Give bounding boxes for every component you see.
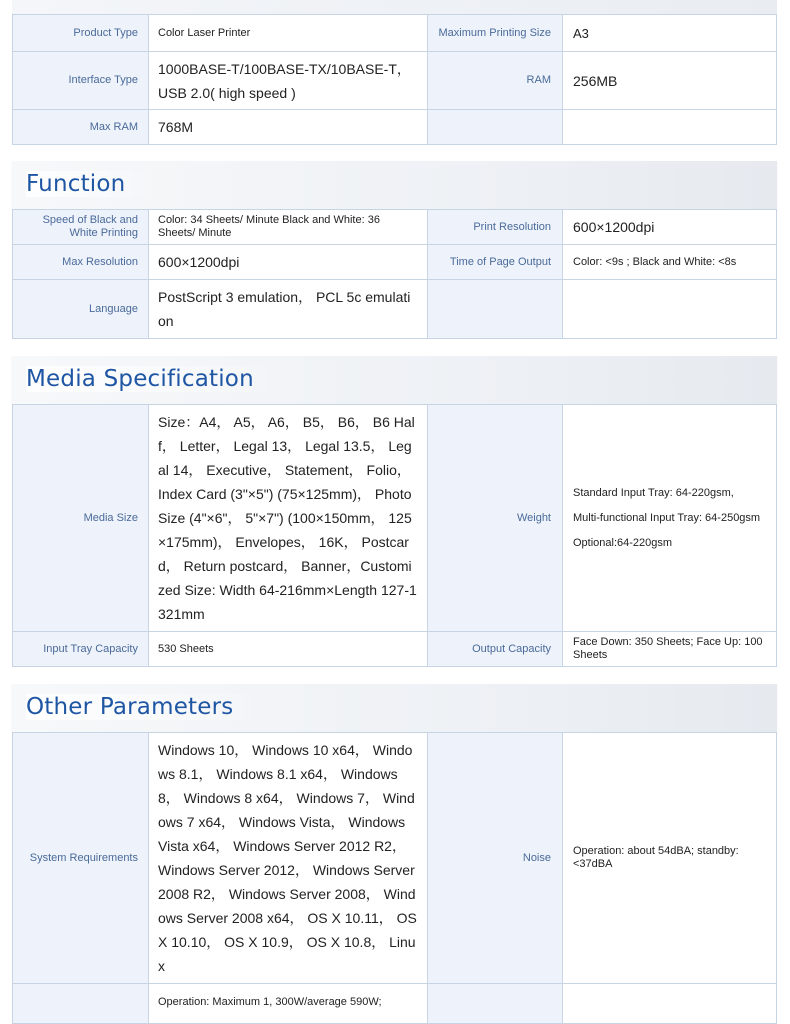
- section-header-media: [12, 356, 777, 404]
- spec-label: Product Type: [13, 15, 149, 52]
- table-row: [13, 405, 777, 632]
- spec-label: Time of Page Output: [428, 245, 563, 280]
- table-row: [13, 245, 777, 280]
- table-row: [13, 984, 777, 1024]
- weight-line: Multi-functional Input Tray: 64-250gsm: [573, 511, 761, 524]
- spec-value-weight: [563, 405, 777, 632]
- spec-label: Input Tray Capacity: [13, 632, 149, 667]
- other-spec-table: [12, 732, 777, 1024]
- spec-label: Noise: [428, 733, 563, 984]
- spec-label: Maximum Printing Size: [428, 15, 563, 52]
- spec-value: [563, 984, 777, 1024]
- weight-line: Standard Input Tray: 64-220gsm,: [573, 486, 734, 499]
- spec-label: [428, 110, 563, 145]
- previous-section-header: [12, 0, 777, 15]
- spec-label: System Requirements: [13, 733, 149, 984]
- table-row: [13, 110, 777, 145]
- table-row: [13, 280, 777, 339]
- spec-value: [563, 280, 777, 339]
- spec-label: Media Size: [13, 405, 149, 632]
- spec-value: 256MB: [563, 52, 777, 110]
- spec-value: Face Down: 350 Sheets; Face Up: 100 Sheets: [563, 632, 777, 667]
- spec-label: RAM: [428, 52, 563, 110]
- spec-value: Color: <9s ; Black and White: <8s: [563, 245, 777, 280]
- media-spec-table: [12, 404, 777, 667]
- table-row: [13, 52, 777, 110]
- spec-value: Operation: Maximum 1, 300W/average 590W;: [149, 984, 428, 1024]
- spec-label: [428, 280, 563, 339]
- spec-label: Weight: [428, 405, 563, 632]
- spec-value: 1000BASE-T/100BASE-TX/10BASE-T， USB 2.0( high speed ): [149, 52, 428, 110]
- spec-value: 600×1200dpi: [563, 210, 777, 245]
- weight-line: Optional:64-220gsm: [573, 536, 673, 549]
- table-row: [13, 632, 777, 667]
- spec-label: Speed of Black and White Printing: [13, 210, 149, 245]
- section-title: Function: [26, 171, 155, 197]
- spec-label: [428, 984, 563, 1024]
- spec-label: Output Capacity: [428, 632, 563, 667]
- spec-value: Color: 34 Sheets/ Minute Black and White: 36 Sheets/ Minute: [149, 210, 428, 245]
- spec-value: Color Laser Printer: [149, 15, 428, 52]
- spec-label: Max RAM: [13, 110, 149, 145]
- spec-label: [13, 984, 149, 1024]
- section-header-other: [12, 684, 777, 732]
- spec-value: A3: [563, 15, 777, 52]
- spec-label: Interface Type: [13, 52, 149, 110]
- spec-value: Operation: about 54dBA; standby: <37dBA: [563, 733, 777, 984]
- section-header-function: [12, 161, 777, 209]
- spec-value: 530 Sheets: [149, 632, 428, 667]
- spec-label: Language: [13, 280, 149, 339]
- table-row: [13, 15, 777, 52]
- spec-value: Size：A4， A5， A6， B5， B6， B6 Half， Letter， Legal 13， Legal 13.5， Legal 14， Executive， Statement， Folio， Index Card (3"×5") (75×125mm)， Photo Size (4"×6"， 5"×7") (100×150mm， 125×175mm)， Envelopes， 16K， Postcard， Return postcard， Banner，Customized Size: Width 64-216mm×Length 127-1321mm: [149, 405, 428, 632]
- spec-value: 600×1200dpi: [149, 245, 428, 280]
- section-title: Media Specification: [26, 366, 284, 392]
- table-row: [13, 210, 777, 245]
- basic-spec-table: [12, 14, 777, 145]
- table-row: [13, 733, 777, 984]
- spec-value: [563, 110, 777, 145]
- spec-value: PostScript 3 emulation， PCL 5c emulation: [149, 280, 428, 339]
- section-title: Other Parameters: [26, 694, 263, 720]
- spec-label: Max Resolution: [13, 245, 149, 280]
- spec-value: Windows 10， Windows 10 x64， Windows 8.1， Windows 8.1 x64， Windows 8， Windows 8 x64， Windows 7， Windows 7 x64， Windows Vista， Windows Vista x64， Windows Server 2012 R2， Windows Server 2012， Windows Server 2008 R2， Windows Server 2008， Windows Server 2008 x64， OS X 10.11， OS X 10.10， OS X 10.9， OS X 10.8， Linux: [149, 733, 428, 984]
- spec-label: Print Resolution: [428, 210, 563, 245]
- spec-value: 768M: [149, 110, 428, 145]
- function-spec-table: [12, 209, 777, 339]
